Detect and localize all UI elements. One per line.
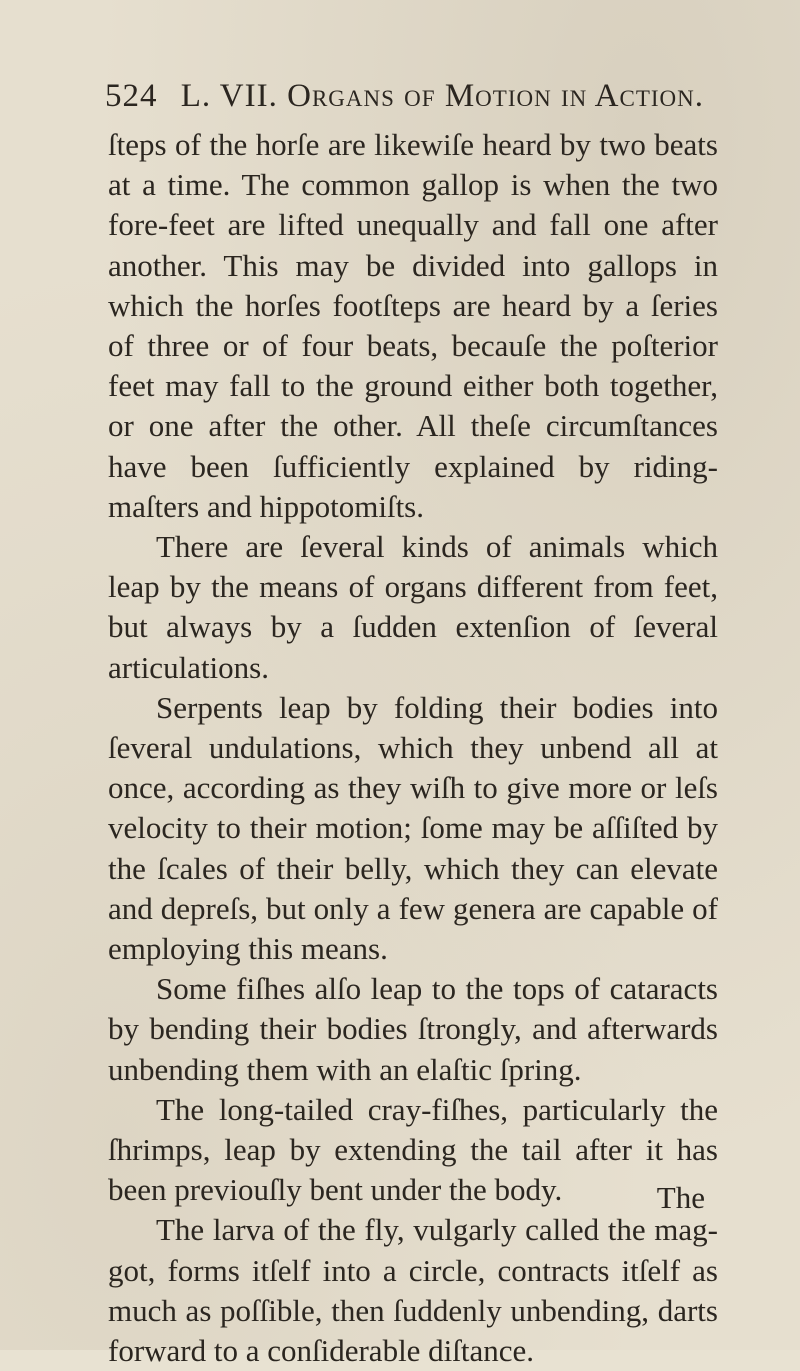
paragraph-horse-gallop: ſteps of the horſe are likewiſe heard by two beats at a time. The common gallop is when the two fore-feet are lifted unequally and fall one after another. This may be divided into gallops in which the horſes footſteps are heard by a ſeries of three or of four beats, becauſe the poſterior feet may fall to the ground either both together, or one after the other. All theſe circumſtances have been ſufficiently explained by riding-maſters and hippotomiſts.: [108, 127, 718, 524]
page-number: 524: [105, 78, 158, 114]
paragraph-fly-larva: The larva of the fly, vulgarly called the mag-got, forms itſelf into a circle, contracts itſelf as much as poſſible, then ſuddenly unbending, darts forward to a conſiderable diſtance.: [108, 1212, 718, 1369]
header-title: Organs of Motion in Action.: [287, 78, 704, 114]
running-header: [105, 78, 704, 115]
catchword: The: [656, 1180, 705, 1215]
section-number: L. VII.: [180, 78, 278, 114]
paragraph-serpents: Serpents leap by folding their bodies into ſeveral undulations, which they unbend all at once, according as they wiſh to give more or leſs velocity to their motion; ſome may be aſſiſted by the ſcales of their belly, which they can elevate and depreſs, but only a few genera are capable of employing this means.: [108, 689, 718, 967]
paragraph-fishes: Some fiſhes alſo leap to the tops of cataracts by bending their bodies ſtrongly, and afterwards unbending them with an elaſtic ſpring.: [108, 971, 718, 1087]
paragraph-leaping-animals: There are ſeveral kinds of animals which leap by the means of organs different from feet, but always by a ſudden extenſion of ſeveral articulations.: [108, 529, 718, 685]
paragraph-cray-fishes: The long-tailed cray-fiſhes, particularly the ſhrimps, leap by extending the tail after it has been previouſly bent under the body.: [108, 1091, 718, 1208]
body-text: [108, 125, 718, 1371]
